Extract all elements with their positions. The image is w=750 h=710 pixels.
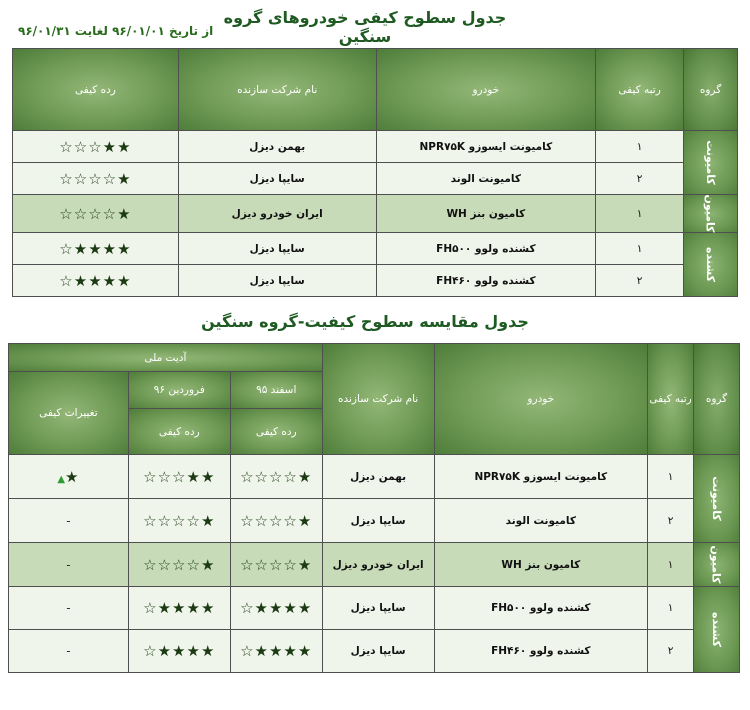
header-rating: رده کیفی xyxy=(13,49,179,131)
group-cell: کامیون xyxy=(684,195,738,233)
maker-cell: سایپا دیزل xyxy=(178,163,376,195)
maker-cell: سایپا دیزل xyxy=(322,499,434,543)
farvardin-cell xyxy=(128,543,230,587)
date-range: از تاریخ ۹۶/۰۱/۰۱ لغایت ۹۶/۰۱/۳۱ xyxy=(18,24,214,38)
group-cell: کامیونت xyxy=(694,455,740,543)
rank-cell: ۲ xyxy=(648,499,694,543)
group-cell: کشنده xyxy=(694,587,740,673)
maker-cell: ایران خودرو دیزل xyxy=(178,195,376,233)
farvardin-cell xyxy=(128,499,230,543)
comparison-table xyxy=(8,343,740,673)
table-row xyxy=(13,163,738,195)
vehicle-cell: کامیونت الوند xyxy=(434,499,648,543)
rating-stars: ★★☆☆☆ xyxy=(143,467,216,486)
vehicle-cell: کامیونت ایسوزو NPR۷۵K xyxy=(434,455,648,499)
rating-stars: ★★☆☆☆ xyxy=(59,137,132,156)
table-row xyxy=(13,265,738,297)
rating-stars: ★☆☆☆☆ xyxy=(59,169,132,188)
rating-cell xyxy=(13,233,179,265)
change-cell: - xyxy=(9,543,129,587)
rating-stars: ★★★★☆ xyxy=(143,642,216,660)
change-cell: - xyxy=(9,587,129,630)
farvardin-cell xyxy=(128,587,230,630)
rating-cell xyxy=(13,195,179,233)
header-vehicle: خودرو xyxy=(434,344,648,455)
header-rank: رتبه کیفی xyxy=(648,344,694,455)
header-maker: نام شرکت سازنده xyxy=(178,49,376,131)
rating-cell xyxy=(13,163,179,195)
rating-stars: ★★★★☆ xyxy=(240,599,313,617)
farvardin-cell xyxy=(128,630,230,673)
header-farvardin: فروردین ۹۶ xyxy=(128,372,230,409)
maker-cell: سایپا دیزل xyxy=(178,233,376,265)
group-cell: کامیون xyxy=(694,543,740,587)
rating-stars: ★☆☆☆☆ xyxy=(240,467,313,486)
table-row xyxy=(13,195,738,233)
maker-cell: بهمن دیزل xyxy=(178,131,376,163)
vehicle-cell: کشنده ولوو FH۵۰۰ xyxy=(434,587,648,630)
farvardin-cell xyxy=(128,455,230,499)
group-cell: کامیونت xyxy=(684,131,738,195)
rating-stars: ★☆☆☆☆ xyxy=(59,204,132,223)
change-cell: - xyxy=(9,630,129,673)
esfand-cell xyxy=(230,630,322,673)
table-row xyxy=(9,455,740,499)
table-row xyxy=(13,131,738,163)
table-row xyxy=(13,233,738,265)
change-cell xyxy=(9,455,129,499)
rating-cell xyxy=(13,131,179,163)
vehicle-cell: کامیون بنز WH xyxy=(376,195,596,233)
comparison-title: جدول مقایسه سطوح کیفیت-گروه سنگین xyxy=(201,312,529,331)
quality-table xyxy=(12,48,738,297)
rank-cell: ۱ xyxy=(596,195,684,233)
maker-cell: بهمن دیزل xyxy=(322,455,434,499)
header-changes: تغییرات کیفی xyxy=(9,372,129,455)
change-star: ★ xyxy=(65,467,80,486)
table-row xyxy=(9,543,740,587)
vehicle-cell: کشنده ولوو FH۴۶۰ xyxy=(434,630,648,673)
header-maker: نام شرکت سازنده xyxy=(322,344,434,455)
header-vehicle: خودرو xyxy=(376,49,596,131)
rating-stars: ★★★★☆ xyxy=(59,271,132,290)
rating-cell xyxy=(13,265,179,297)
rank-cell: ۱ xyxy=(596,233,684,265)
esfand-cell xyxy=(230,587,322,630)
table-row xyxy=(9,587,740,630)
rank-cell: ۱ xyxy=(648,587,694,630)
esfand-cell xyxy=(230,455,322,499)
change-cell: - xyxy=(9,499,129,543)
header-rating-esfand: رده کیفی xyxy=(230,409,322,455)
vehicle-cell: کامیون بنز WH xyxy=(434,543,648,587)
header-group: گروه xyxy=(694,344,740,455)
rating-stars: ★★★★☆ xyxy=(59,239,132,258)
rating-stars: ★☆☆☆☆ xyxy=(143,555,216,574)
rank-cell: ۲ xyxy=(596,265,684,297)
vehicle-cell: کشنده ولوو FH۵۰۰ xyxy=(376,233,596,265)
maker-cell: سایپا دیزل xyxy=(178,265,376,297)
header-group: گروه xyxy=(684,49,738,131)
page-title: جدول سطوح کیفی خودروهای گروه سنگین xyxy=(223,8,507,46)
vehicle-cell: کامیونت ایسوزو NPR۷۵K xyxy=(376,131,596,163)
increase-arrow-icon: ▲ xyxy=(57,473,66,485)
group-cell: کشنده xyxy=(684,233,738,297)
rank-cell: ۲ xyxy=(648,630,694,673)
header-audit: آدیت ملی xyxy=(9,344,323,372)
esfand-cell xyxy=(230,543,322,587)
rating-stars: ★★★★☆ xyxy=(240,642,313,660)
rank-cell: ۱ xyxy=(648,543,694,587)
table-header-row xyxy=(13,49,738,131)
table-row xyxy=(9,499,740,543)
maker-cell: ایران خودرو دیزل xyxy=(322,543,434,587)
rating-stars: ★☆☆☆☆ xyxy=(143,511,216,530)
vehicle-cell: کشنده ولوو FH۴۶۰ xyxy=(376,265,596,297)
table-row xyxy=(9,630,740,673)
esfand-cell xyxy=(230,499,322,543)
header-rank: رتبه کیفی xyxy=(596,49,684,131)
rating-stars: ★☆☆☆☆ xyxy=(240,511,313,530)
rank-cell: ۱ xyxy=(596,131,684,163)
rating-stars: ★☆☆☆☆ xyxy=(240,555,313,574)
header-rating-farvardin: رده کیفی xyxy=(128,409,230,455)
table-header-row xyxy=(9,344,740,372)
rank-cell: ۱ xyxy=(648,455,694,499)
maker-cell: سایپا دیزل xyxy=(322,630,434,673)
rating-stars: ★★★★☆ xyxy=(143,599,216,617)
maker-cell: سایپا دیزل xyxy=(322,587,434,630)
vehicle-cell: کامیونت الوند xyxy=(376,163,596,195)
header-esfand: اسفند ۹۵ xyxy=(230,372,322,409)
rank-cell: ۲ xyxy=(596,163,684,195)
